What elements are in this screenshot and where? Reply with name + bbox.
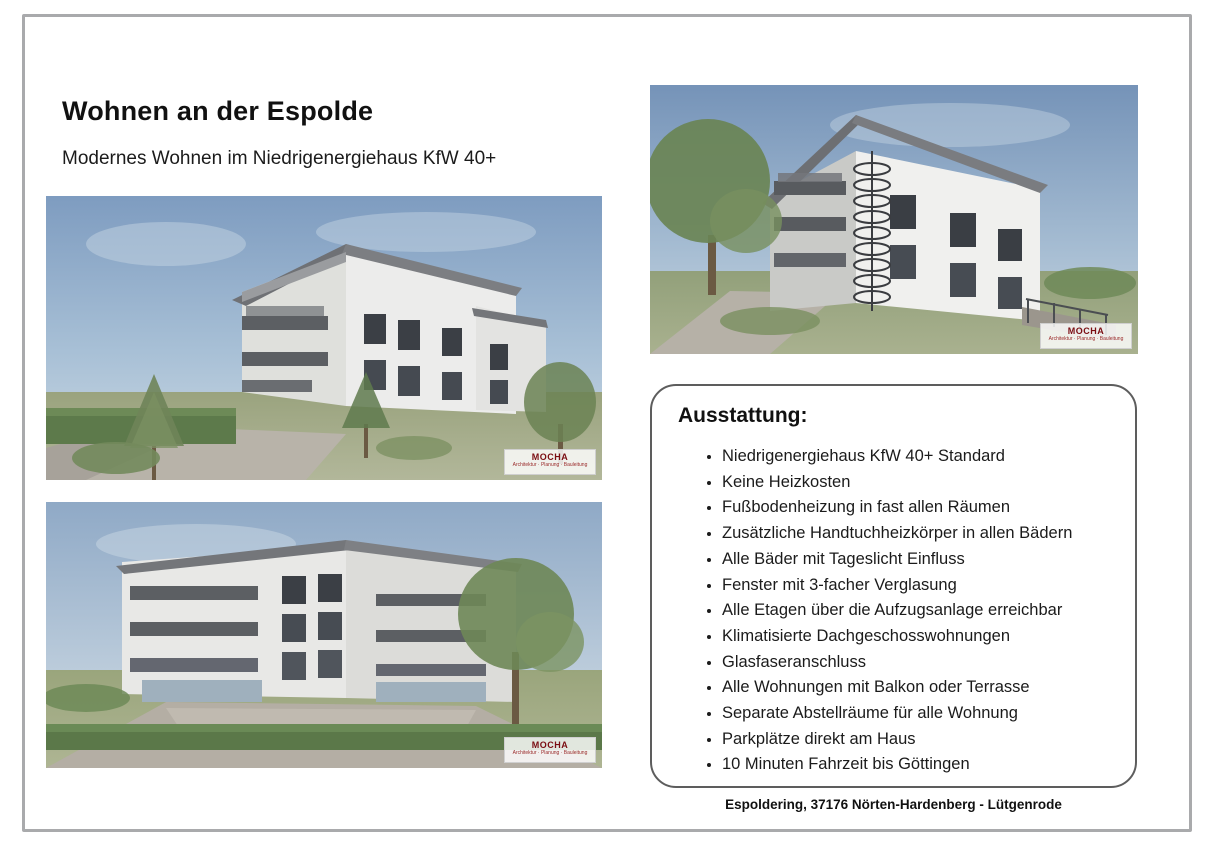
list-item: • Fenster mit 3-facher Verglasung [722,573,1125,599]
list-item: • Glasfaseranschluss [722,650,1125,676]
list-item: • Separate Abstellräume für alle Wohnung [722,701,1125,727]
render-front-left [46,196,602,480]
list-item: • Zusätzliche Handtuchheizkörper in allen Bädern [722,521,1125,547]
watermark-mocha: MOCHA Architektur · Planung · Bauleitung [1040,323,1132,349]
list-item: • Fußbodenheizung in fast allen Räumen [722,495,1125,521]
list-item: • Alle Wohnungen mit Balkon oder Terrasse [722,675,1125,701]
render-front-left-illustration [46,196,602,480]
render-garden-side [46,502,602,768]
render-gable-view [650,85,1138,354]
page-title: Wohnen an der Espolde [62,96,374,126]
watermark-mocha: MOCHA Architektur · Planung · Bauleitung [504,737,596,763]
list-item: • Alle Etagen über die Aufzugsanlage erreichbar [722,598,1125,624]
list-item: • Niedrigenergiehaus KfW 40+ Standard [722,444,1125,470]
list-item: • 10 Minuten Fahrzeit bis Göttingen [722,752,1125,778]
features-heading: Ausstattung: [678,404,808,427]
page-subtitle: Modernes Wohnen im Niedrigenergiehaus KfW 40+ [62,148,497,169]
list-item: • Keine Heizkosten [722,470,1125,496]
list-item: • Parkplätze direkt am Haus [722,727,1125,753]
features-list [700,444,1125,778]
features-card [650,384,1137,788]
render-garden-side-illustration [46,502,602,768]
watermark-mocha: MOCHA Architektur · Planung · Bauleitung [504,449,596,475]
list-item: • Klimatisierte Dachgeschosswohnungen [722,624,1125,650]
render-gable-view-illustration [650,85,1138,354]
list-item: • Alle Bäder mit Tageslicht Einfluss [722,547,1125,573]
address-footer: Espoldering, 37176 Nörten-Hardenberg - Lütgenrode [725,797,1062,812]
